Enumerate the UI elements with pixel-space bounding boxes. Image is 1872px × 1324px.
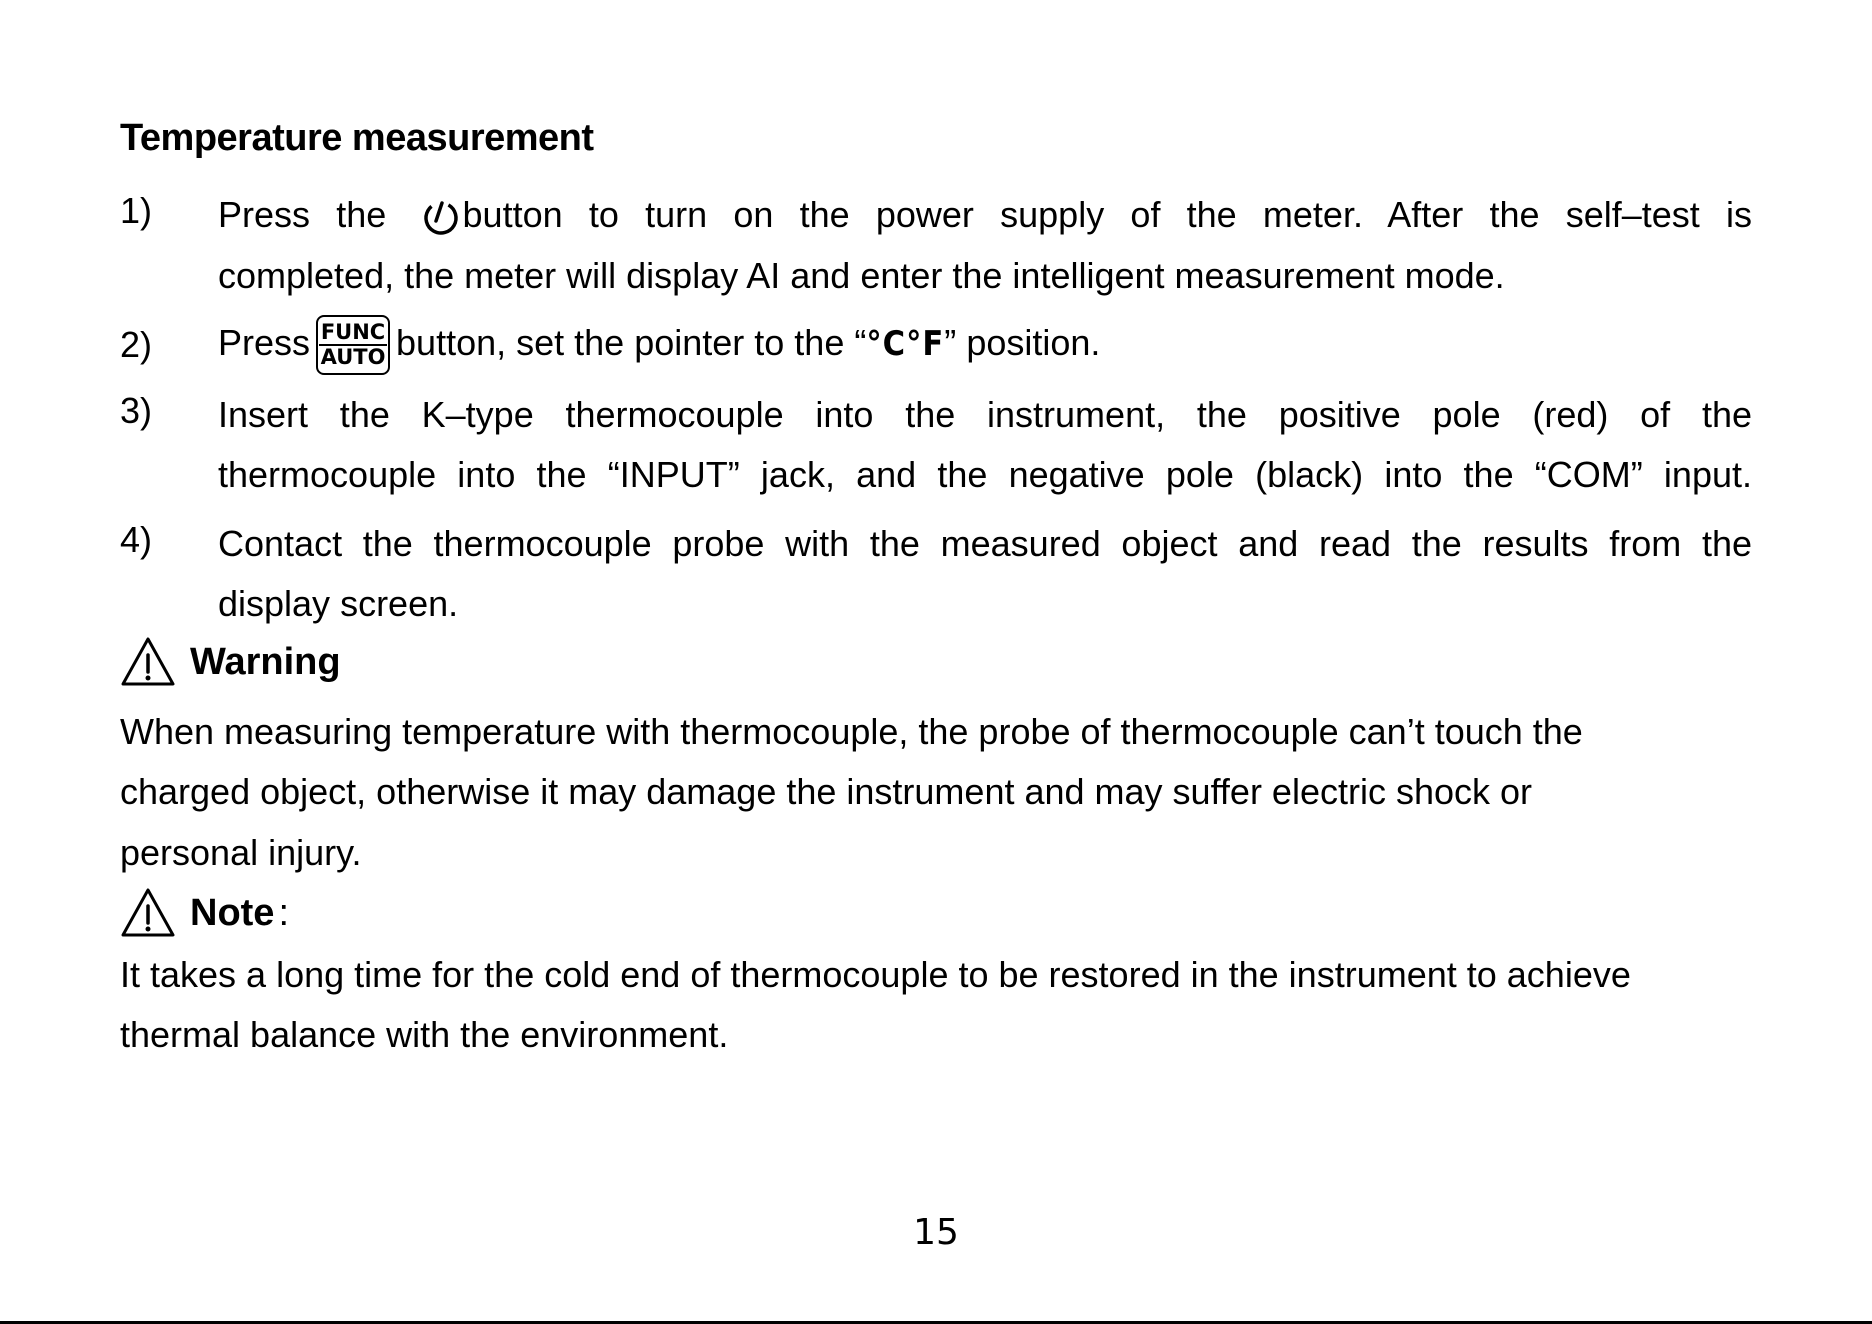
note-line-2: thermal balance with the environment. — [120, 1014, 729, 1055]
step-2-text-b: button, set the pointer to the — [396, 322, 845, 363]
step-number: 2) — [120, 324, 153, 365]
func-auto-button-icon: FUNC AUTO — [316, 315, 390, 375]
step-4-line-1: Contact the thermocouple probe with the measured object and read the results from the — [218, 523, 1752, 564]
warning-line-2: charged object, otherwise it may damage the instrument and may suffer electric shock or — [120, 771, 1533, 812]
warning-triangle-icon — [120, 636, 176, 688]
warning-heading — [120, 636, 341, 688]
note-title: Note — [190, 891, 275, 934]
step-number: 1) — [120, 190, 153, 231]
warning-title: Warning — [190, 640, 341, 683]
section-heading: Temperature measurement — [120, 117, 594, 159]
step-2-text-c: position. — [966, 322, 1101, 363]
step-3-line-1: Insert the K–type thermocouple into the instrument, the positive pole (red) of the — [218, 394, 1752, 435]
warning-line-3: personal injury. — [120, 832, 362, 873]
step-number: 3) — [120, 390, 153, 431]
warning-triangle-icon — [120, 887, 176, 939]
page-number: 15 — [913, 1212, 959, 1253]
warning-line-1: When measuring temperature with thermocouple, the probe of thermocouple can’t touch the — [120, 711, 1583, 752]
step-2-text-a: Press — [218, 322, 311, 363]
note-line-1: It takes a long time for the cold end of thermocouple to be restored in the instrument to achieve — [120, 954, 1631, 995]
note-heading: Note : — [120, 887, 289, 939]
step-3-line-2: thermocouple into the “INPUT” jack, and the negative pole (black) into the “COM” input. — [218, 454, 1752, 495]
step-1-text-b: button to turn on the power supply of the meter. After the self–test is — [462, 194, 1752, 235]
step-1-line-2: completed, the meter will display AI and enter the intelligent measurement mode. — [218, 255, 1505, 296]
step-2-line-1: Press FUNC AUTO button, set the pointer to the “°C°F” position. — [218, 312, 1752, 375]
step-1-line-1 — [218, 184, 1752, 245]
step-4-line-2: display screen. — [218, 583, 459, 624]
celsius-fahrenheit-symbol: °C°F — [866, 324, 945, 364]
power-icon — [421, 197, 461, 237]
step-1-text-a: Press the — [218, 194, 387, 235]
step-number: 4) — [120, 519, 153, 560]
